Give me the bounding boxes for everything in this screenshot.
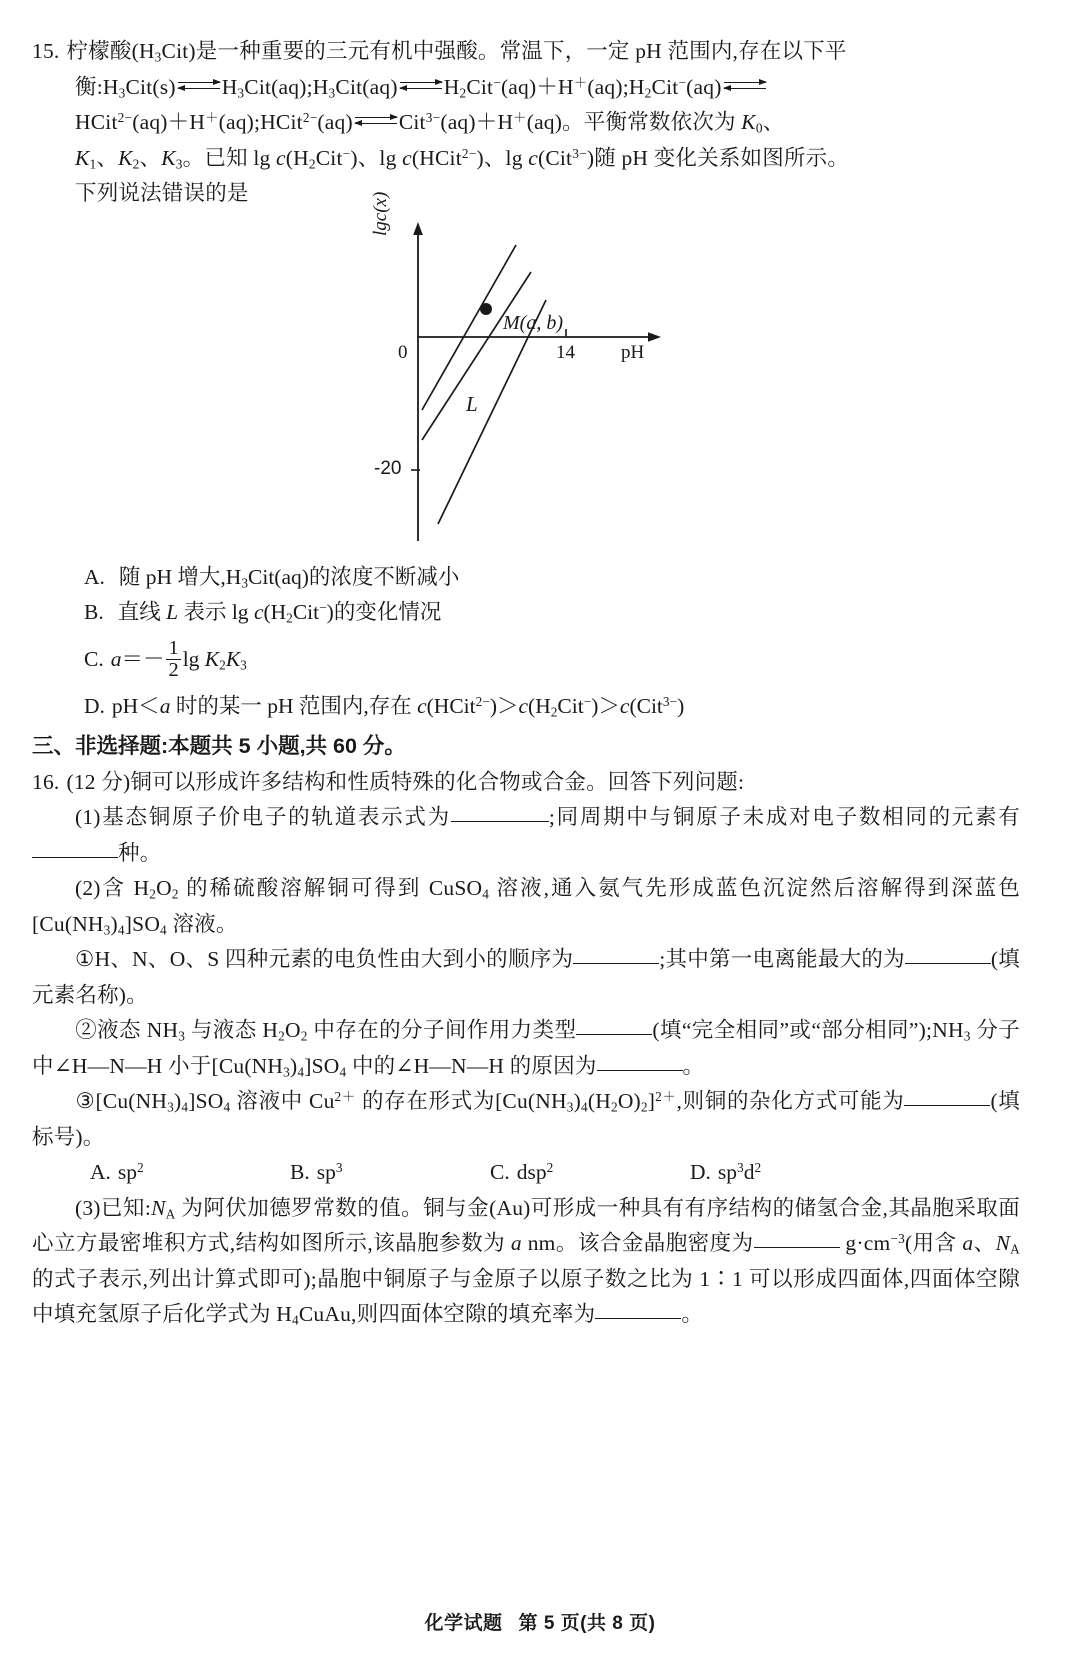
question-16-part2-1: ①H、N、O、S 四种元素的电负性由大到小的顺序为 ;其中第一电离能最大的为 (填元素名称)。 xyxy=(32,947,1020,1007)
question-15-option-b[interactable]: B. 直线 L 表示 $\lg c(H_2Cit^-)$的变化情况 xyxy=(84,600,442,626)
chart-xtick-14: 14 xyxy=(556,341,575,363)
answer-blank-8[interactable] xyxy=(754,1231,840,1248)
fraction-one-half: $\frac{1}{2}$ xyxy=(168,636,179,682)
question-15-prompt: 下列说法错误的是 xyxy=(75,181,249,205)
choice-c[interactable]: C. dsp$^2$ xyxy=(490,1160,554,1185)
question-16-part2: (2)含 $H_2O_2$ 的稀硫酸溶解铜可得到 CuSO$_4$ 溶液,通入氨气先形成蓝色沉淀然后溶解得到深蓝色$[Cu(NH_3)_4]SO_4$ 溶液。 xyxy=(32,876,1020,938)
question-15-option-c[interactable]: C. a＝－ $\frac{1}{2}$ $\lg K_2K_3$ xyxy=(84,636,247,682)
footer-page: 第 5 页(共 8 页) xyxy=(518,1613,656,1634)
question-16-part2-3: $③[Cu(NH_3)_4]SO_4$ 溶液中 $Cu^{2+}$ 的存在形式为$[Cu(NH_3)_4(H_2O)_2]^{2+}$,则铜的杂化方式可能为 (填标号)。 xyxy=(32,1089,1020,1149)
chart-annotation-L: L xyxy=(466,391,478,416)
question-16-number: 16. xyxy=(32,769,60,794)
question-16-part3: (3)已知$:N_A$ 为阿伏加德罗常数的值。铜与金(Au)可形成一种具有有序结构的储氢合金,其晶胞采取面心立方最密堆积方式,结构如图所示,该晶胞参数为 a nm。该合金晶胞密度为 $g\cdot cm^{-3}$(用含 a、$N_A$ 的式子表示,列出计算式即可);晶胞中铜原子与金原子以原子数之比为 1∶1 可以形成四面体,四面体空隙中填充氢原子后化学式为 $H_4CuAu$,则四面体空隙的填充率为 。 xyxy=(32,1195,1020,1329)
answer-blank-4[interactable] xyxy=(905,947,991,964)
chart-svg xyxy=(376,216,676,546)
answer-blank-9[interactable] xyxy=(595,1302,681,1319)
answer-blank-1[interactable] xyxy=(451,805,549,822)
lgc-vs-ph-chart xyxy=(370,191,676,546)
answer-blank-7[interactable] xyxy=(904,1089,990,1106)
chart-ytick-minus20: -20 xyxy=(374,457,402,479)
option-c-label: C. xyxy=(84,646,104,671)
answer-blank-3[interactable] xyxy=(573,947,659,964)
footer-subject: 化学试题 xyxy=(424,1613,503,1634)
question-16-part2-2: ②液态 $NH_3$ 与液态 $H_2O_2$ 中存在的分子间作用力类型 (填“完全相同”或“部分相同$”);NH_3$ 分子中∠H—N—H 小于$[Cu(NH_3)_4]SO_4$ 中的∠H—N—H 的原因为 。 xyxy=(32,1018,1020,1080)
question-16-choices xyxy=(32,1155,1020,1191)
question-16-part1: (1)基态铜原子价电子的轨道表示式为 ;同周期中与铜原子未成对电子数相同的元素有种。 xyxy=(32,800,1020,871)
choice-a[interactable]: A. $sp^2$ xyxy=(90,1160,144,1185)
option-a-label: A. xyxy=(84,564,105,589)
chart-annotation-M: M(a, b) xyxy=(503,311,563,334)
question-15-option-d[interactable]: D. pH＜a 时的某一 pH 范围内,存在 $c(HCit^{2-})>c(H_2Cit^-)>c(Cit^{3-})$ xyxy=(84,694,685,721)
section-heading: 三、非选择题:本题共 5 小题,共 60 分。 xyxy=(32,733,406,758)
question-15-option-a[interactable]: A. 随 pH 增大$,H_3Cit(aq)$的浓度不断减小 xyxy=(84,564,460,591)
chart-ytick-0: 0 xyxy=(398,341,408,363)
equilibrium-arrow-icon xyxy=(724,79,766,93)
equilibrium-arrow-icon xyxy=(400,79,442,93)
page-footer xyxy=(0,1608,1080,1635)
option-b-label: B. xyxy=(84,600,104,624)
equilibrium-arrow-icon xyxy=(178,79,220,93)
chart-ylabel: lgc(x) xyxy=(370,191,391,236)
question-15-stem: 15. 柠檬酸$(H_3Cit)$是一种重要的三元有机中强酸。常温下，一定 pH 范围内,存在以下平 衡$:H_3Cit(s)$ $H_3Cit(aq);H_3Cit(aq)$ $H_2Cit^-(aq)+H^+(aq);H_2Cit^-(aq)$ HCit$^{2-}$(aq)＋H＋(aq);HCit$^{2-}$(aq) Cit$^{3-}$(aq)＋H＋(aq)。平衡常数依次为 $K_0$、 $K_1$、$K_2$、$K_3$。已知 $\lg c(H_2Cit^-)$、lg c(HCit$^{2-}$)、lg c(Cit$^{3-}$)随 pH 变化关系如图所示。 下列说法错误的是 xyxy=(32,34,1020,212)
question-15-number: 15. xyxy=(32,39,60,63)
option-d-label: D. xyxy=(84,694,105,719)
chart-xlabel: pH xyxy=(621,341,645,363)
answer-blank-5[interactable] xyxy=(576,1018,652,1035)
answer-blank-2[interactable] xyxy=(32,841,118,858)
choice-d[interactable]: D. $sp^3d^2$ xyxy=(690,1160,762,1185)
equilibrium-arrow-icon xyxy=(355,114,397,128)
question-16-stem: 16. (12 分)铜可以形成许多结构和性质特殊的化合物或合金。回答下列问题: xyxy=(32,769,745,794)
answer-blank-6[interactable] xyxy=(597,1054,683,1071)
choice-b[interactable]: B. $sp^3$ xyxy=(290,1160,343,1185)
